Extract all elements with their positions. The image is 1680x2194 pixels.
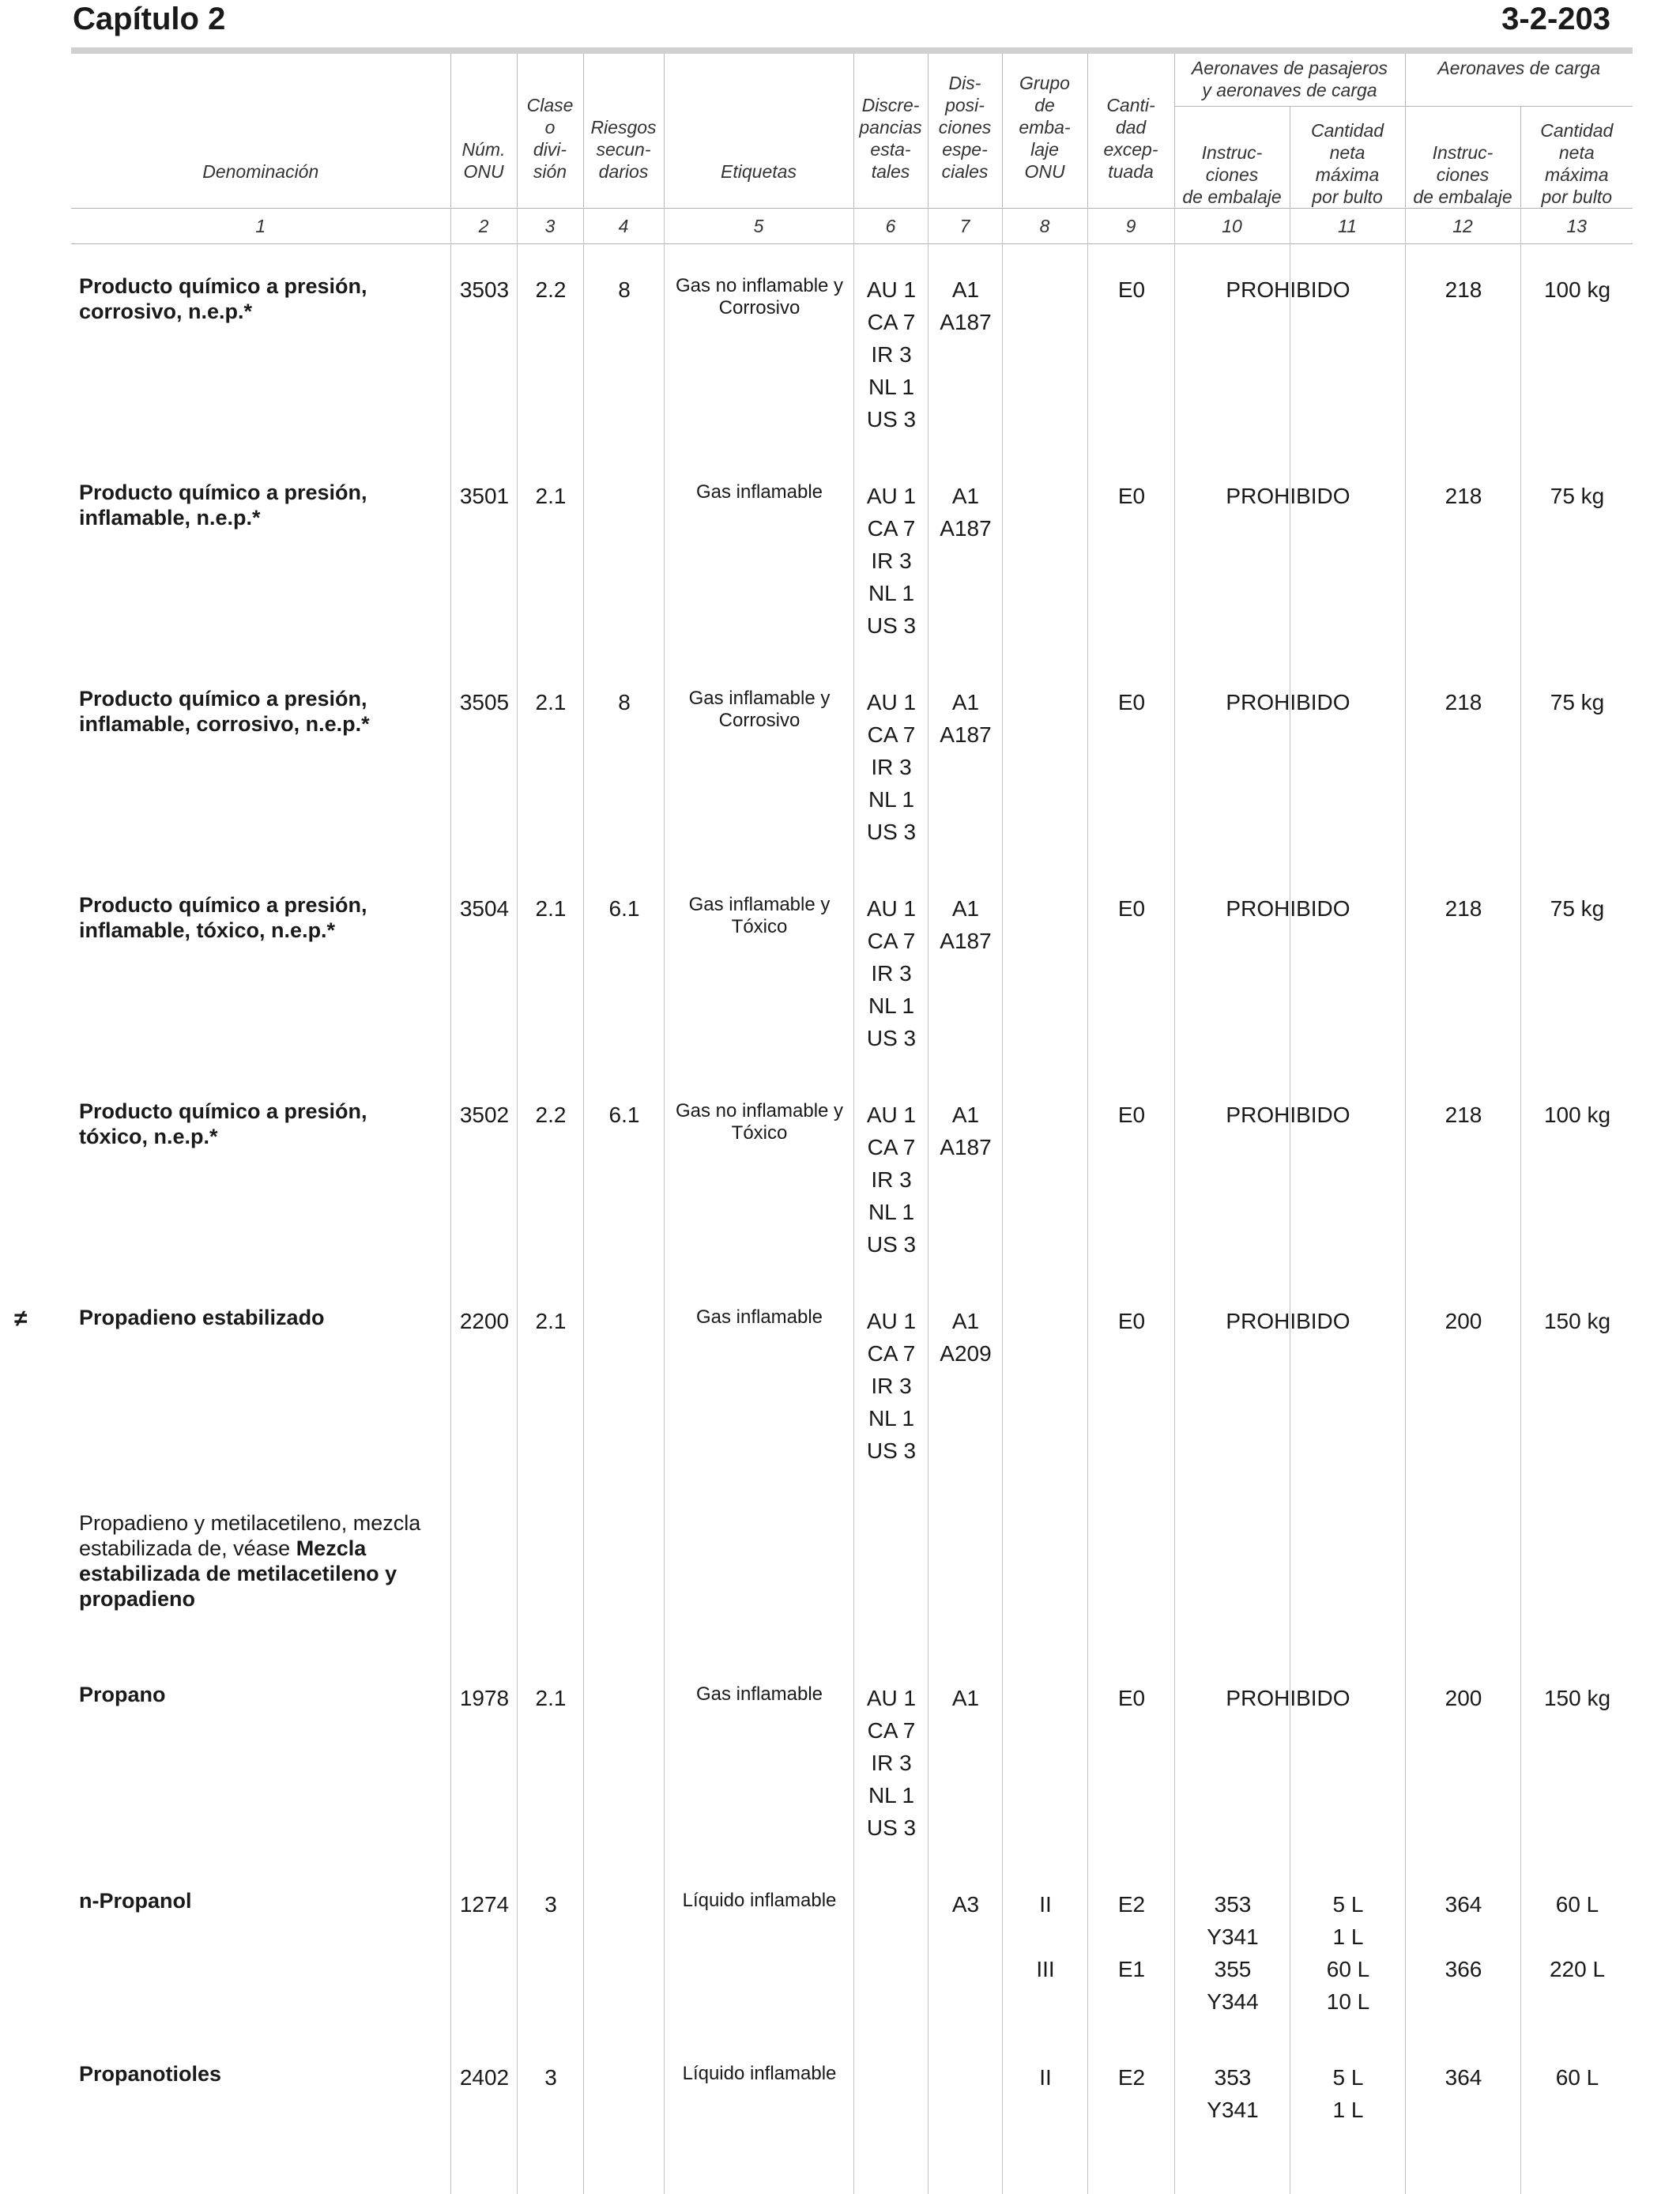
column-divider: [517, 207, 518, 2194]
row-exceptuada: E2: [1117, 2065, 1146, 2090]
row-denominacion: Producto químico a presión, inflamable, corrosivo, n.e.p.*: [79, 687, 370, 736]
row-disposiciones: A1 A187: [940, 1103, 992, 1159]
row-onu: 1274: [459, 1892, 510, 1917]
row-instr-carga: 364 366: [1445, 1892, 1482, 1981]
header-disposiciones: Dis- posi- ciones espe- ciales: [928, 54, 1002, 209]
row-etiquetas: Líquido inflamable: [682, 1890, 837, 1911]
row-etiquetas: Gas inflamable: [695, 1683, 823, 1705]
column-divider: [853, 207, 854, 2194]
header-carga-group: Aeronaves de carga: [1405, 54, 1633, 107]
row-pasajeros: PROHIBIDO: [1226, 1309, 1350, 1333]
row-grupo: II III: [1036, 1892, 1055, 1981]
row-exceptuada: E0: [1117, 484, 1146, 508]
row-instr-pasajeros: 353 Y341 355 Y344: [1207, 1892, 1259, 2014]
row-etiquetas: Líquido inflamable: [682, 2063, 837, 2084]
header-pasajeros-group: Aeronaves de pasajeros y aeronaves de carga: [1174, 54, 1405, 107]
column-divider: [450, 207, 451, 2194]
row-onu: 3502: [459, 1103, 510, 1127]
row-instr-carga: 364: [1445, 2065, 1482, 2090]
header-cantidad-pasajeros: Cantidad neta máxima por bulto: [1290, 107, 1405, 209]
row-clase: 3: [544, 2065, 557, 2090]
column-number: 11: [1290, 209, 1405, 244]
header-instrucciones-carga: Instruc- ciones de embalaje: [1405, 107, 1520, 209]
row-clase: 2.1: [535, 1309, 567, 1333]
row-denominacion: Producto químico a presión, inflamable, n.e.p.*: [79, 481, 367, 530]
row-cant-carga: 60 L: [1555, 2065, 1599, 2090]
row-denominacion: Propano: [79, 1683, 166, 1706]
row-disposiciones: A1 A187: [940, 277, 992, 334]
header-cantidad-exceptuada: Canti- dad excep- tuada: [1087, 54, 1174, 209]
see-also-text: Propadieno y metilacetileno, mezcla estabilizada de, véase Mezcla estabilizada de metilacetileno y propadieno: [79, 1511, 421, 1611]
row-instr-carga: 218: [1445, 1103, 1482, 1127]
column-divider: [664, 207, 665, 2194]
row-pasajeros: PROHIBIDO: [1226, 896, 1350, 921]
row-exceptuada: E0: [1117, 1686, 1146, 1710]
header-cantidad-carga: Cantidad neta máxima por bulto: [1520, 107, 1633, 209]
chapter-title: Capítulo 2: [73, 2, 226, 36]
row-riesgos: 8: [618, 690, 631, 714]
row-onu: 3503: [459, 277, 510, 302]
row-denominacion: Propadieno estabilizado: [79, 1306, 325, 1329]
column-divider: [1405, 207, 1406, 2194]
row-instr-carga: 218: [1445, 277, 1482, 302]
header-discrepancias: Discre- pancias esta- tales: [853, 54, 928, 209]
row-denominacion: Propanotioles: [79, 2062, 222, 2086]
row-discrepancias: AU 1 CA 7 IR 3 NL 1 US 3: [866, 484, 917, 638]
row-clase: 2.1: [535, 1686, 567, 1710]
row-disposiciones: A1: [951, 1686, 980, 1710]
row-grupo: II: [1039, 2065, 1052, 2090]
header-denominacion: Denominación: [202, 161, 319, 182]
row-cant-carga: 150 kg: [1543, 1686, 1611, 1710]
row-onu: 3505: [459, 690, 510, 714]
row-pasajeros: PROHIBIDO: [1226, 484, 1350, 508]
row-riesgos: 6.1: [608, 896, 640, 921]
row-onu: 2402: [459, 2065, 510, 2090]
table-header: [71, 54, 1633, 244]
column-number: 12: [1405, 209, 1520, 244]
row-cant-carga: 75 kg: [1550, 484, 1605, 508]
header-rule: [71, 47, 1633, 54]
row-disposiciones: A1 A187: [940, 484, 992, 541]
column-number: 10: [1174, 209, 1290, 244]
row-etiquetas: Gas inflamable: [695, 1306, 823, 1328]
row-disposiciones: A1 A187: [940, 690, 992, 747]
row-discrepancias: AU 1 CA 7 IR 3 NL 1 US 3: [866, 1686, 917, 1840]
row-exceptuada: E0: [1117, 1103, 1146, 1127]
revision-marker: ≠: [14, 1306, 28, 1332]
row-instr-carga: 200: [1445, 1686, 1482, 1710]
row-instr-carga: 218: [1445, 690, 1482, 714]
column-number: 4: [583, 209, 664, 244]
column-number: 5: [664, 209, 853, 244]
row-discrepancias: AU 1 CA 7 IR 3 NL 1 US 3: [866, 277, 917, 432]
header-instrucciones-pasajeros: Instruc- ciones de embalaje: [1174, 107, 1290, 209]
row-pasajeros: PROHIBIDO: [1226, 277, 1350, 302]
row-etiquetas: Gas inflamable y Tóxico: [688, 894, 831, 937]
column-number: 6: [853, 209, 928, 244]
header-num-onu: Núm. ONU: [450, 54, 517, 209]
row-denominacion: n-Propanol: [79, 1889, 192, 1913]
row-clase: 2.2: [535, 1103, 567, 1127]
column-divider: [583, 207, 584, 2194]
header-riesgos: Riesgos secun- darios: [583, 54, 664, 209]
header-clase: Clase o divi- sión: [517, 54, 583, 209]
row-etiquetas: Gas inflamable y Corrosivo: [688, 688, 831, 731]
page-header: [73, 0, 1610, 46]
row-denominacion: Producto químico a presión, tóxico, n.e.p.*: [79, 1099, 367, 1148]
column-number: 8: [1002, 209, 1087, 244]
column-number: 3: [517, 209, 583, 244]
column-number-row: [71, 209, 1633, 244]
row-disposiciones: A1 A187: [940, 896, 992, 953]
column-divider: [1087, 207, 1088, 2194]
row-discrepancias: AU 1 CA 7 IR 3 NL 1 US 3: [866, 896, 917, 1050]
row-cant-carga: 100 kg: [1543, 1103, 1611, 1127]
row-cant-carga: 75 kg: [1550, 896, 1605, 921]
row-clase: 2.1: [535, 896, 567, 921]
row-riesgos: 8: [618, 277, 631, 302]
row-cant-carga: 100 kg: [1543, 277, 1611, 302]
column-divider: [1002, 207, 1003, 2194]
row-etiquetas: Gas no inflamable y Tóxico: [675, 1100, 844, 1144]
row-onu: 3504: [459, 896, 510, 921]
row-cant-carga: 150 kg: [1543, 1309, 1611, 1333]
column-number: 13: [1520, 209, 1633, 244]
row-exceptuada: E2 E1: [1117, 1892, 1146, 1981]
row-etiquetas: Gas no inflamable y Corrosivo: [675, 275, 844, 319]
row-onu: 2200: [459, 1309, 510, 1333]
row-instr-pasajeros: 353 Y341: [1207, 2065, 1259, 2122]
row-exceptuada: E0: [1117, 896, 1146, 921]
column-number: 1: [71, 209, 450, 244]
row-denominacion: Producto químico a presión, inflamable, tóxico, n.e.p.*: [79, 893, 367, 942]
row-instr-carga: 200: [1445, 1309, 1482, 1333]
row-riesgos: 6.1: [608, 1103, 640, 1127]
row-discrepancias: AU 1 CA 7 IR 3 NL 1 US 3: [866, 1309, 917, 1463]
row-onu: 3501: [459, 484, 510, 508]
row-clase: 2.1: [535, 690, 567, 714]
column-number: 7: [928, 209, 1002, 244]
row-instr-carga: 218: [1445, 484, 1482, 508]
row-clase: 2.2: [535, 277, 567, 302]
row-clase: 2.1: [535, 484, 567, 508]
row-cant-carga: 75 kg: [1550, 690, 1605, 714]
row-denominacion: Producto químico a presión, corrosivo, n.e.p.*: [79, 274, 367, 323]
column-divider: [1520, 207, 1521, 2194]
header-etiquetas: Etiquetas: [664, 54, 853, 209]
row-exceptuada: E0: [1117, 1309, 1146, 1333]
page-number: 3-2-203: [1501, 2, 1610, 36]
row-cant-pasajeros: 5 L 1 L 60 L 10 L: [1326, 1892, 1370, 2014]
column-number: 2: [450, 209, 517, 244]
row-instr-carga: 218: [1445, 896, 1482, 921]
row-pasajeros: PROHIBIDO: [1226, 1103, 1350, 1127]
row-discrepancias: AU 1 CA 7 IR 3 NL 1 US 3: [866, 690, 917, 844]
row-cant-pasajeros: 5 L 1 L: [1332, 2065, 1364, 2122]
column-divider: [928, 207, 929, 2194]
row-pasajeros: PROHIBIDO: [1226, 1686, 1350, 1710]
row-disposiciones: A1 A209: [940, 1309, 992, 1366]
row-clase: 3: [544, 1892, 557, 1917]
row-onu: 1978: [459, 1686, 510, 1710]
header-grupo: Grupo de emba- laje ONU: [1002, 54, 1087, 209]
column-number: 9: [1087, 209, 1174, 244]
row-disposiciones: A3: [951, 1892, 980, 1917]
row-cant-carga: 60 L 220 L: [1549, 1892, 1606, 1981]
row-exceptuada: E0: [1117, 277, 1146, 302]
row-discrepancias: AU 1 CA 7 IR 3 NL 1 US 3: [866, 1103, 917, 1257]
row-exceptuada: E0: [1117, 690, 1146, 714]
row-pasajeros: PROHIBIDO: [1226, 690, 1350, 714]
row-etiquetas: Gas inflamable: [695, 481, 823, 503]
